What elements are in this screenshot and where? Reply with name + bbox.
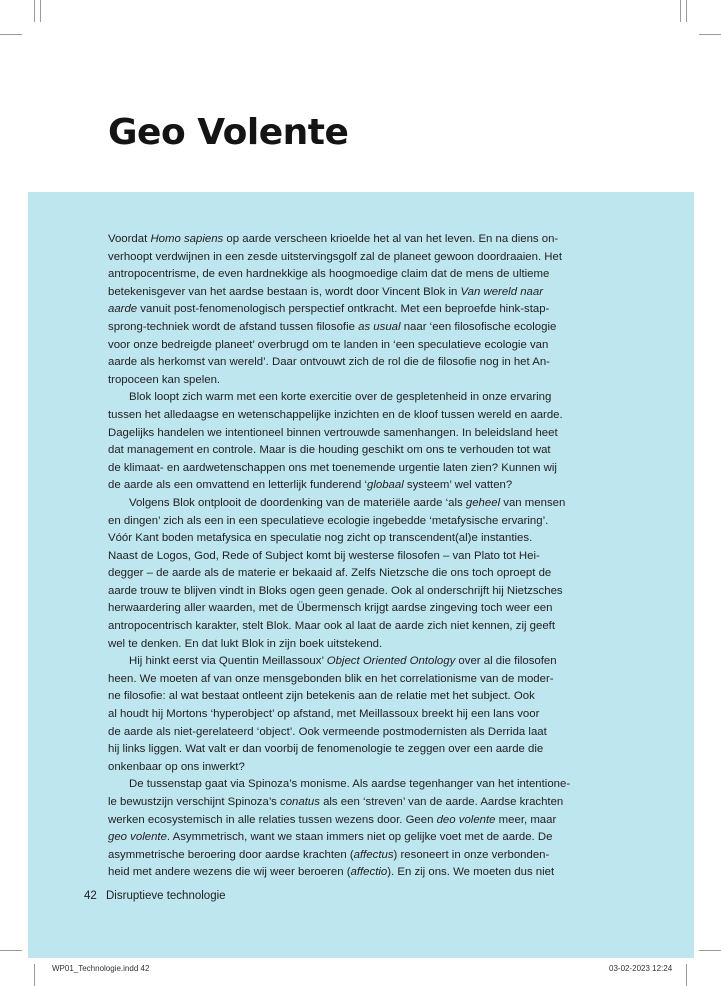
text-line: aarde trouw te blijven vindt in Bloks ogen geen genade. Ook al onderschrijft hij Nietzsches	[108, 584, 563, 597]
crop-mark	[699, 950, 721, 951]
crop-mark	[680, 0, 681, 22]
text-line: Naast de Logos, God, Rede of Subject komt bij westerse filosofen – van Plato tot Hei-	[108, 549, 540, 562]
article-title: Geo Volente	[108, 112, 349, 153]
crop-mark	[699, 34, 721, 35]
text-line: Blok loopt zich warm met een korte exercitie over de gespletenheid in onze ervaring	[129, 391, 552, 404]
text-line: sprong-techniek wordt de afstand tussen filosofie as usual naar ‘een filosofische ecologie	[108, 320, 557, 333]
text-line: aarde vanuit post-fenomenologisch perspectief ontkracht. Met een beproefde hink-stap-	[108, 303, 550, 316]
text-line: voor onze bedreigde planeet’ overbrugd om te landen in ‘een speculatieve ecologie van	[108, 338, 549, 351]
text-line: degger – de aarde als de materie er bekaaid af. Zelfs Nietzsche die ons toch oproept de	[108, 567, 552, 580]
text-line: en dingen’ zich als een in een speculatieve ecologie ingebedde ‘metafysische ervaring’.	[108, 514, 549, 527]
text-line: De tussenstap gaat via Spinoza’s monisme. Als aardse tegenhanger van het intentione-	[129, 778, 571, 791]
text-line: tropoceen kan spelen.	[108, 373, 221, 386]
text-line: heid met andere wezens die wij weer beroeren (affectio). En zij ons. We moeten dus niet	[108, 866, 555, 879]
slug-datetime: 03-02-2023 12:24	[609, 964, 673, 973]
text-line: heen. We moeten af van onze mensgebonden blik en het correlationisme van de moder-	[108, 672, 554, 685]
crop-mark	[0, 34, 22, 35]
text-line: geo volente. Asymmetrisch, want we staan immers niet op gelijke voet met de aarde. De	[108, 831, 553, 844]
text-line: Dagelijks handelen we intentioneel binnen vertrouwde samenhangen. In beleidsland heet	[108, 426, 558, 439]
text-line: betekenisgever van het aardse bestaan is, wordt door Vincent Blok in Van wereld naar	[108, 285, 544, 298]
text-line: tussen het alledaagse en wetenschappelijke inzichten en de kloof tussen wereld en aarde.	[108, 408, 563, 421]
text-line: asymmetrische beroering door aardse krachten (affectus) resoneert in onze verbonden-	[108, 848, 550, 861]
text-line: al houdt hij Mortons ‘hyperobject’ op afstand, met Meillassoux breekt hij een lans voor	[108, 708, 540, 721]
text-line: antropocentrisme, de even hardnekkige als hoogmoedige claim dat de mens de ultieme	[108, 268, 550, 281]
text-line: Hij hinkt eerst via Quentin Meillassoux’ Object Oriented Ontology over al die filosofen	[129, 655, 557, 668]
crop-mark	[34, 0, 35, 22]
section-title: Disruptieve technologie	[106, 890, 226, 902]
text-line: herwaardering aller waarden, met de Übermensch krijgt aardse zingeving toch weer een	[108, 602, 553, 615]
text-line: wel te denken. En dat lukt Blok in zijn boek uitstekend.	[108, 637, 383, 650]
text-line: hij links liggen. Wat valt er dan voorbij de fenomenologie te zeggen over een aarde die	[108, 743, 544, 756]
text-line: aarde als herkomst van wereld’. Daar ontvouwt zich de rol die de filosofie nog in het An-	[108, 356, 550, 369]
crop-mark	[686, 964, 687, 986]
text-line: Voordat Homo sapiens op aarde verscheen krioelde het al van het leven. En na diens on-	[108, 233, 559, 245]
crop-mark	[0, 950, 22, 951]
text-line: antropocentrisch karakter, stelt Blok. Maar ook al laat de aarde zich niet kennen, zij geeft	[108, 620, 556, 633]
text-line: le bewustzijn verschijnt Spinoza’s conatus als een ‘streven’ van de aarde. Aardse krachten	[108, 796, 564, 808]
article-body	[108, 231, 602, 882]
page-footer	[84, 890, 226, 902]
text-line: ne filosofie: al wat bestaat ontleent zijn betekenis aan de relatie met het subject. Ook	[108, 690, 535, 703]
page-number: 42	[84, 890, 97, 902]
text-line: Vóór Kant boden metafysica en speculatie nog zicht op transcendent(al)e instanties.	[108, 532, 533, 545]
crop-mark	[686, 0, 687, 22]
text-line: de aarde als een omvattend en letterlijk funderend ‘globaal systeem’ wel vatten?	[108, 479, 513, 492]
text-line: dat management en controle. Maar is die houding geschikt om ons te verhouden tot wat	[108, 444, 551, 457]
text-line: Volgens Blok ontplooit de doordenking van de materiële aarde ‘als geheel van mensen	[129, 496, 566, 509]
crop-mark	[34, 964, 35, 986]
text-line: de klimaat- en aardwetenschappen ons met toenemende urgentie laten zien? Kunnen wij	[108, 461, 557, 474]
text-line: onkenbaar op ons inwerkt?	[108, 760, 245, 773]
text-line: verhoopt verdwijnen in een zesde uitstervingsgolf zal de planeet gewoon doordraaien. Het	[108, 250, 563, 263]
text-line: de aarde als niet-gerelateerd ‘object’. Ook vermeende postmodernisten als Derrida laat	[108, 725, 547, 738]
slug-filename: WP01_Technologie.indd 42	[52, 964, 150, 973]
text-line: werken ecosystemisch in alle relaties tussen wezens door. Geen deo volente meer, maar	[108, 813, 557, 826]
crop-mark	[40, 0, 41, 22]
